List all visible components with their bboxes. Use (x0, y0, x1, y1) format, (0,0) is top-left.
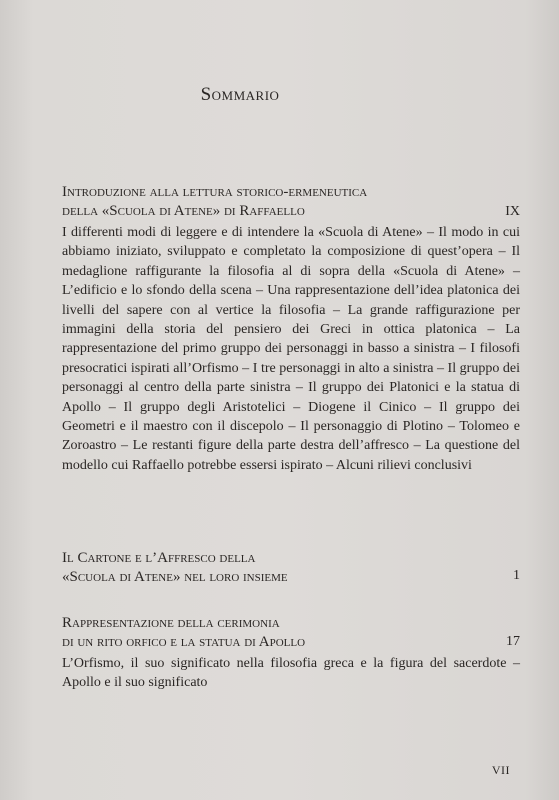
toc-entry-page-number: 17 (506, 634, 520, 649)
toc-entry-heading (62, 549, 442, 587)
toc-entry-heading-line: di un rito orfico e la statua di Apollo (62, 634, 306, 650)
toc-entry-rito-orfico (62, 614, 520, 693)
toc-entry-heading-line: Il Cartone e l’Affresco della (62, 550, 256, 566)
toc-entry-heading-line: «Scuola di Atene» nel loro insieme (62, 569, 288, 585)
toc-entry-heading (62, 183, 442, 221)
toc-entry-heading-line: della «Scuola di Atene» di Raffaello (62, 203, 305, 219)
toc-entry-heading-line: Introduzione alla lettura storico-ermeneutica (62, 184, 368, 200)
toc-entry-heading (62, 614, 442, 652)
page-folio: VII (491, 763, 510, 777)
toc-entry-page-number: IX (505, 204, 520, 219)
toc-entry-summary: I differenti modi di leggere e di intendere la «Scuola di Atene» – Il modo in cui abbiamo iniziato, sviluppato e completato la composizione di quest’opera – Il medaglione raffigurante la filosofia al di sopra della «Scuola di Atene» – L’edificio e lo sfondo della scena – Una rappresentazione dell’idea platonica dei livelli del sapere con al vertice la filosofia – La grande raffigurazione per immagini della storia del pensiero dei Greci in ottica platonica – La rappresentazione del primo gruppo dei personaggi in basso a sinistra – I filosofi presocratici ispirati all’Orfismo – I tre personaggi in alto a sinistra – Il gruppo dei personaggi al centro della parte sinistra – Il gruppo dei Platonici e la statua di Apollo – Il gruppo degli Aristotelici – Diogene il Cinico – Il gruppo dei Geometri e il maestro con il discepolo – Il personaggio di Plotino – Tolomeo e Zoroastro – Le restanti figure della parte destra dell’affresco – La questione del modello cui Raffaello potrebbe essersi ispirato – Alcuni rilievi conclusivi (62, 225, 520, 473)
toc-entry-summary: L’Orfismo, il suo significato nella filosofia greca e la figura del sacerdote – Apollo e il suo significato (62, 656, 520, 691)
page-title: Sommario (200, 84, 280, 105)
toc-entry-introduzione (62, 183, 520, 475)
toc-entry-cartone-affresco (62, 549, 520, 587)
toc-entry-heading-line: Rappresentazione della cerimonia (62, 615, 280, 631)
toc-entry-page-number: 1 (513, 568, 520, 583)
